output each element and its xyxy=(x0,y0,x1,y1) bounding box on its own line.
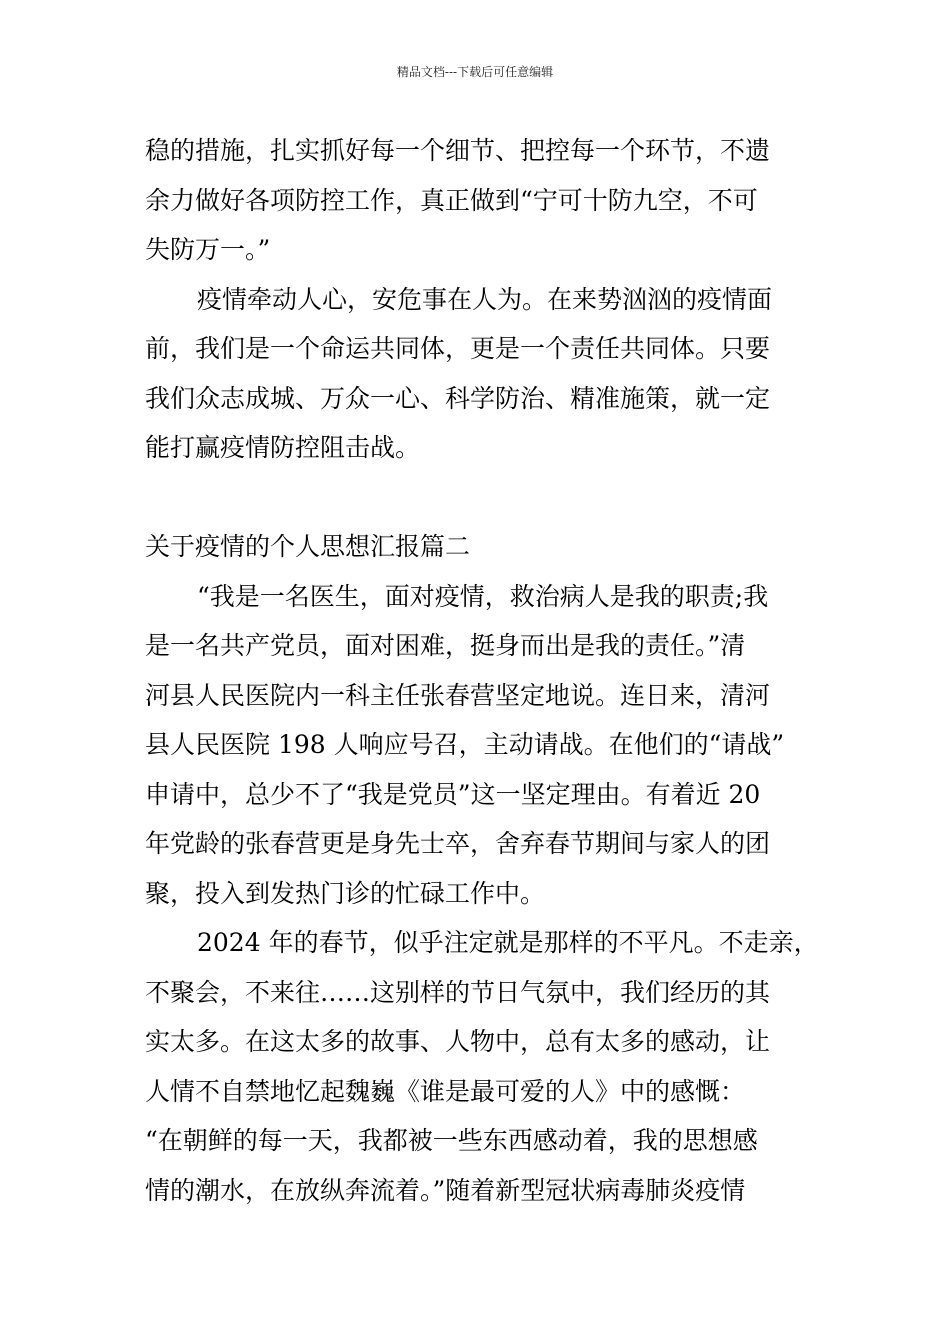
text-line: 人情不自禁地忆起魏巍《谁是最可爱的人》中的感慨： xyxy=(145,1076,746,1106)
text-line: 前，我们是一个命运共同体，更是一个责任共同体。只要 xyxy=(145,334,771,363)
text-line: “在朝鲜的每一天，我都被一些东西感动着，我的思想感 xyxy=(145,1126,758,1155)
text-line: 是一名共产党员，面对困难，挺身而出是我的责任。”清 xyxy=(145,631,746,660)
text-line: 实太多。在这太多的故事、人物中，总有太多的感动，让 xyxy=(145,1027,771,1056)
text-line: 疫情牵动人心，安危事在人为。在来势汹汹的疫情面 xyxy=(197,284,773,314)
blank-line xyxy=(145,473,815,523)
text-line: 稳的措施，扎实抓好每一个细节、把控每一个环节，不遗 xyxy=(145,136,771,165)
text-line: 河县人民医院内一科主任张春营坚定地说。连日来，清河 xyxy=(145,680,771,710)
paragraph-2 xyxy=(145,275,815,473)
text-line: 申请中，总少不了“我是党员”这一坚定理由。有着近 20 xyxy=(145,779,761,809)
paragraph-3 xyxy=(145,572,815,919)
text-line: 失防万一。” xyxy=(145,235,271,264)
text-line: 不聚会，不来往……这别样的节日气氛中，我们经历的其 xyxy=(145,977,771,1007)
text-line: 年党龄的张春营更是身先士卒，舍弃春节期间与家人的团 xyxy=(145,829,771,858)
paragraph-1 xyxy=(145,126,815,275)
text-line: 我们众志成城、万众一心、科学防治、精准施策，就一定 xyxy=(145,383,771,413)
text-line: 2024 年的春节，似乎注定就是那样的不平凡。不走亲， xyxy=(197,928,819,957)
text-line: 聚，投入到发热门诊的忙碌工作中。 xyxy=(145,878,546,908)
text-line: 余力做好各项防控工作，真正做到“宁可十防九空，不可 xyxy=(145,185,758,215)
paragraph-4 xyxy=(145,918,819,1215)
text-line: 情的潮水，在放纵奔流着。”随着新型冠状病毒肺炎疫情 xyxy=(145,1175,746,1205)
text-line: “我是一名医生，面对疫情，救治病人是我的职责;我 xyxy=(197,581,769,611)
text-line: 县人民医院 198 人响应号召，主动请战。在他们的“请战” xyxy=(145,730,785,759)
section-heading: 关于疫情的个人思想汇报篇二 xyxy=(145,532,471,561)
document-body xyxy=(145,126,819,1215)
page-header: 精品文档---下载后可任意编辑 xyxy=(396,65,554,79)
text-line: 能打赢疫情防控阻击战。 xyxy=(145,433,421,462)
